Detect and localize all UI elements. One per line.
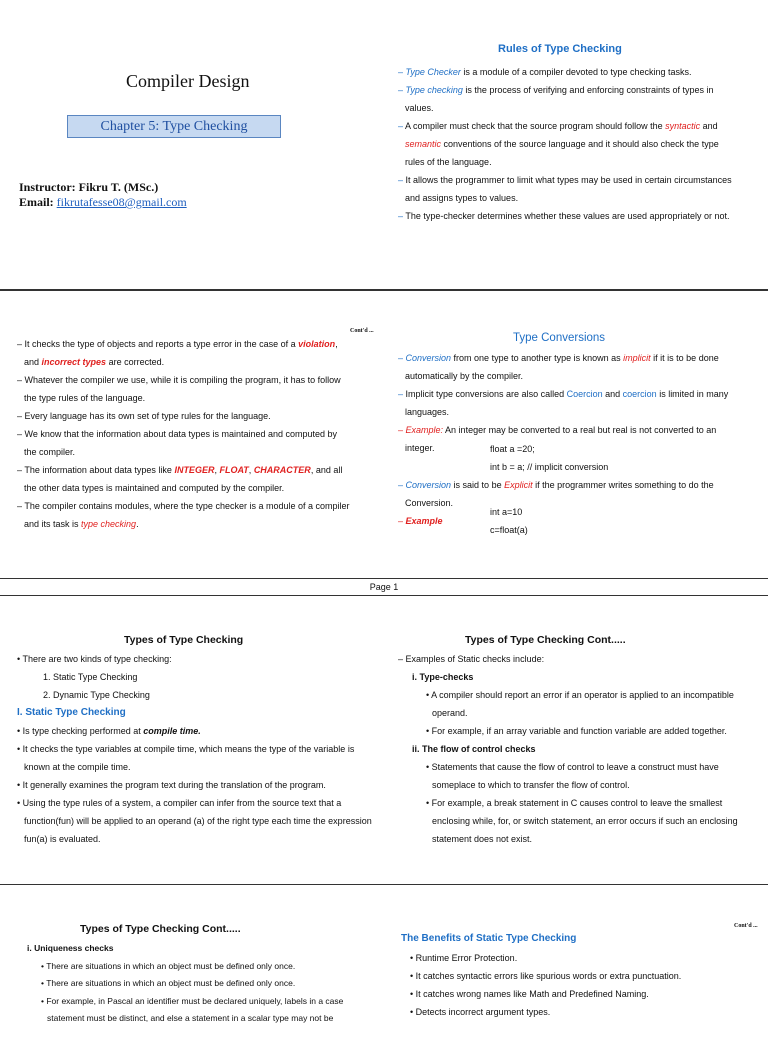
static-b3: • It generally examines the program text during the translation of the program. (17, 780, 326, 790)
benefit-2: • It catches syntactic errors like spurious words or extra punctuation. (410, 971, 682, 981)
kind-2: 2. Dynamic Type Checking (43, 690, 150, 700)
contd-item-1-cont: and incorrect types are corrected. (24, 357, 165, 367)
flow-checks-b1: • Statements that cause the flow of control to leave a construct must have (426, 762, 719, 772)
uniqueness-b2: • There are situations in which an object must be defined only once. (41, 978, 296, 988)
code-line-1: float a =20; (490, 444, 535, 454)
email-line (19, 195, 187, 210)
benefit-1: • Runtime Error Protection. (410, 953, 518, 963)
instructor-line: Instructor: Fikru T. (MSc.) (19, 180, 159, 194)
types-title-right: Types of Type Checking Cont..... (465, 634, 626, 646)
email-label: Email: (19, 195, 54, 209)
benefit-3: • It catches wrong names like Math and Predefined Naming. (410, 989, 649, 999)
uniqueness-b3-cont: statement must be distinct, and else a statement in a scalar type may not be (47, 1013, 334, 1023)
contd-item-2-cont: the type rules of the language. (24, 393, 146, 403)
uniqueness-list (27, 940, 367, 1028)
static-b2: • It checks the type variables at compile time, which means the type of the variable is (17, 744, 355, 754)
rule-5: – The type-checker determines whether these values are used appropriately or not. (398, 211, 730, 221)
type-checks-heading: i. Type-checks (412, 672, 474, 682)
static-heading: I. Static Type Checking (17, 707, 126, 718)
conv-item-3-cont: integer. (405, 443, 435, 453)
benefits-list (410, 949, 750, 1021)
static-b2-cont: known at the compile time. (24, 762, 131, 772)
rule-2-cont: values. (405, 103, 434, 113)
flow-checks-b2-cont2: statement does not exist. (432, 834, 533, 844)
contd-item-2: – Whatever the compiler we use, while it is compiling the program, it has to follow (17, 375, 341, 385)
type-checks-b1: • A compiler should report an error if an operator is applied to an incompatible (426, 690, 734, 700)
flow-checks-b1-cont: someplace to which to transfer the flow of control. (432, 780, 630, 790)
conv-item-1-cont: automatically by the compiler. (405, 371, 524, 381)
rules-title: Rules of Type Checking (498, 43, 622, 55)
static-b1: • Is type checking performed at compile time. (17, 726, 201, 736)
conv-item-5: – Example (398, 516, 443, 526)
contd-item-4: – We know that the information about data types is maintained and computed by (17, 429, 338, 439)
types-cont-title: Types of Type Checking Cont..... (80, 923, 241, 935)
conv-item-4-cont: Conversion. (405, 498, 454, 508)
types-intro: • There are two kinds of type checking: (17, 654, 172, 664)
conv-item-4: – Conversion is said to be Explicit if the programmer writes something to do the (398, 480, 714, 490)
flow-checks-b2-cont: enclosing while, for, or switch statement, an error occurs if such an enclosing (432, 816, 738, 826)
rule-1: – Type Checker is a module of a compiler devoted to type checking tasks. (398, 67, 692, 77)
benefits-title: The Benefits of Static Type Checking (401, 933, 577, 944)
uniqueness-b1: • There are situations in which an object must be defined only once. (41, 960, 296, 971)
checks-intro: – Examples of Static checks include: (398, 654, 545, 664)
slide-title: Compiler Design (126, 71, 250, 91)
types-title-left: Types of Type Checking (124, 634, 244, 646)
contd-item-6-cont: and its task is type checking. (24, 519, 139, 529)
conversions-title: Type Conversions (513, 332, 606, 344)
contd-item-5-cont: the other data types is maintained and computed by the compiler. (24, 483, 285, 493)
rule-2: – Type checking is the process of verifying and enforcing constraints of types in (398, 85, 714, 95)
contd-label: Cont'd ... (350, 328, 374, 334)
rules-list (398, 63, 746, 225)
chapter-box (67, 115, 281, 138)
type-checks-b2: • For example, if an array variable and function variable are added together. (426, 726, 727, 736)
flow-checks-heading: ii. The flow of control checks (412, 744, 536, 754)
contd-item-3: – Every language has its own set of type rules for the language. (17, 411, 271, 421)
conv-item-1: – Conversion from one type to another type is known as implicit if it is to be done (398, 353, 719, 363)
kind-1: 1. Static Type Checking (43, 672, 138, 682)
contd-item-6: – The compiler contains modules, where the type checker is a module of a compiler (17, 501, 350, 511)
static-b4-cont2: fun(a) is evaluated. (24, 834, 101, 844)
code-block-2 (490, 503, 528, 539)
chapter-title: Chapter 5: Type Checking (100, 119, 248, 134)
conv-item-2-cont: languages. (405, 407, 450, 417)
contd-label-2: Cont'd ... (734, 923, 758, 929)
conv-item-4-wrap (398, 476, 750, 530)
rule-4-cont: and assigns types to values. (405, 193, 519, 203)
email-link[interactable]: fikrutafesse08@gmail.com (56, 195, 187, 209)
types-left-list (17, 650, 373, 848)
code-line-4: c=float(a) (490, 525, 528, 535)
page-label: Page 1 (369, 582, 399, 592)
code-block-1 (490, 440, 608, 476)
static-b4-cont: function(fun) will be applied to an operand (a) of the right type each time the expression (24, 816, 372, 826)
uniqueness-heading: i. Uniqueness checks (27, 943, 114, 953)
code-line-2: int b = a; // implicit conversion (490, 462, 609, 472)
uniqueness-b3: • For example, in Pascal an identifier must be declared uniquely, labels in a case (41, 995, 344, 1006)
static-b4: • Using the type rules of a system, a compiler can infer from the source text that a (17, 798, 342, 808)
benefit-4: • Detects incorrect argument types. (410, 1007, 551, 1017)
contd-item-5: – The information about data types like INTEGER, FLOAT, CHARACTER, and all (17, 465, 343, 475)
rule-3: – A compiler must check that the source program should follow the syntactic and (398, 121, 718, 131)
conv-item-3: – Example: An integer may be converted to a real but real is not converted to an (398, 425, 717, 435)
rule-3-cont: semantic conventions of the source language and it should also check the type (405, 139, 719, 149)
rule-3-cont2: rules of the language. (405, 157, 492, 167)
types-right-list (398, 650, 750, 848)
flow-checks-b2: • For example, a break statement in C causes control to leave the smallest (426, 798, 723, 808)
code-line-3: int a=10 (490, 507, 523, 517)
type-checks-b1-cont: operand. (432, 708, 468, 718)
rule-4: – It allows the programmer to limit what types may be used in certain circumstances (398, 175, 732, 185)
contd-item-1: – It checks the type of objects and reports a type error in the case of a violation, (17, 339, 338, 349)
contd-item-4-cont: the compiler. (24, 447, 76, 457)
conv-item-2: – Implicit type conversions are also called Coercion and coercion is limited in many (398, 389, 729, 399)
contd-list (17, 335, 367, 533)
